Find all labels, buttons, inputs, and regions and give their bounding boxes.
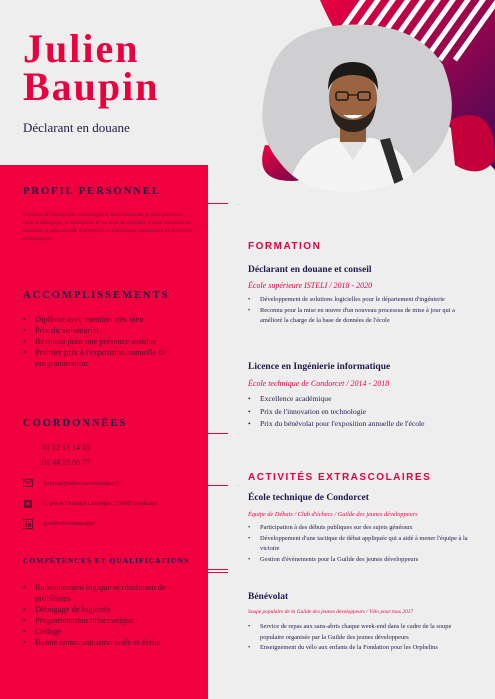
list-item: • Programmation informatique (23, 615, 203, 626)
linkedin-icon (23, 519, 33, 528)
list-item: • Prix de l'innovation en technologie (248, 406, 473, 419)
last-name: Baupin (23, 64, 160, 109)
list-item: • Prix du bénévolat pour l'exposition annuelle de l'école (248, 418, 473, 431)
linkedin-row[interactable] (23, 519, 95, 528)
list-item: • Gestion d'évènements pour la Guilde des jeunes développeurs (248, 555, 473, 566)
list-item: • Enseignement du vélo aux enfants de la Fondation pour les Orphelins (248, 643, 473, 654)
profile-text: Diplômé de l'Institut de technologie et d'informatique, je suis spécialisé dans le débogage, la conception et les tests de logiciels. J'aime travailler en équipe et je suis capable d'apprendre et d'appliquer rapidement de nouvelles technologies. (23, 212, 193, 242)
activities-heading: ACTIVITÉS EXTRASCOLAIRES (248, 472, 432, 483)
activity-entry-title: École technique de Condorcet (248, 493, 369, 503)
candidate-name (23, 26, 160, 109)
location-icon (23, 499, 33, 508)
phone-number: 01 44 55 66 77 (42, 458, 90, 467)
formation-entry-subtitle: École technique de Condorcet / 2014 - 2018 (248, 379, 390, 388)
list-item: • Reconnu pour une présence assidue (23, 336, 203, 347)
formation-entry-list (248, 295, 473, 327)
formation-entry-subtitle: École supérieure ISTELI / 2018 - 2020 (248, 281, 373, 290)
list-item: • Développement d'une tactique de débat appliquée qui a aidé à mener l'équipe à la victoire (248, 534, 473, 555)
list-item: • Bonne communication orale et écrite (23, 637, 203, 648)
skills-list (23, 582, 203, 648)
formation-entry-title: Licence en Ingénierie informatique (248, 362, 391, 372)
job-title: Déclarant en douane (23, 120, 130, 135)
list-item: • Raisonnement logique et résolution de problèmes (23, 582, 203, 604)
list-item: • Reconnu pour la mise en œuvre d'un nouveau processus de mise à jour qui a amélioré la charge de la base de données de l'école (248, 306, 473, 327)
profile-divider (208, 203, 228, 204)
list-item: • Débogage de logiciels (23, 604, 203, 615)
formation-heading: FORMATION (248, 241, 322, 252)
email-text[interactable]: bonjour@sitevraimentsuper.fr (43, 480, 122, 487)
address-text: 5, place Fernand Laferque, 33000 Bordeaux (43, 500, 158, 507)
activity-entry-list (248, 622, 473, 654)
list-item: • Excellence académique (248, 393, 473, 406)
list-item: • Premier prix à l'exposition annuelle de programmation (23, 347, 203, 369)
achievements-heading: ACCOMPLISSEMENTS (23, 290, 170, 301)
activities-divider (208, 485, 228, 486)
address-row (23, 499, 158, 508)
envelope-icon (23, 479, 33, 488)
profile-photo (248, 20, 458, 195)
linkedin-text[interactable]: @sitevraimentsuper (43, 520, 96, 527)
activity-entry-subtitle: Soupe populaire de la Guilde des jeunes développeurs / Vélo pour tous 2017 (248, 609, 414, 615)
list-item: • Prix du volontariat (23, 325, 203, 336)
achievements-list (23, 314, 203, 369)
phone-number: 01 12 13 14 15 (42, 443, 90, 452)
activity-entry-list (248, 523, 473, 565)
list-item: • Service de repas aux sans-abris chaque week-end dans le cadre de la soupe populaire organisée par la Guilde des jeunes développeurs (248, 622, 473, 643)
activity-entry-title: Bénévolat (248, 592, 289, 602)
skills-divider (208, 569, 228, 570)
list-item: • Codage (23, 626, 203, 637)
list-item: • Participation à des débuts publiques sur des sujets généraux (248, 523, 473, 534)
contact-heading: COORDONNÉES (23, 418, 128, 429)
formation-entry-title: Déclarant en douane et conseil (248, 265, 372, 275)
contact-divider (208, 433, 228, 434)
first-name: Julien (23, 26, 140, 71)
activity-entry-subtitle: Équipe de Débats / Club d'échecs / Guilde des jeunes développeurs (248, 511, 418, 518)
activities-divider-2 (208, 572, 228, 573)
formation-entry-list (248, 393, 473, 431)
skills-heading: COMPÉTENCES ET QUALIFICATIONS (23, 556, 190, 565)
list-item: • Diplômé avec mention très bien (23, 314, 203, 325)
email-row[interactable] (23, 479, 121, 488)
profile-heading: PROFIL PERSONNEL (23, 186, 161, 197)
list-item: • Développement de solutions logicielles pour le département d'ingénierie (248, 295, 473, 306)
